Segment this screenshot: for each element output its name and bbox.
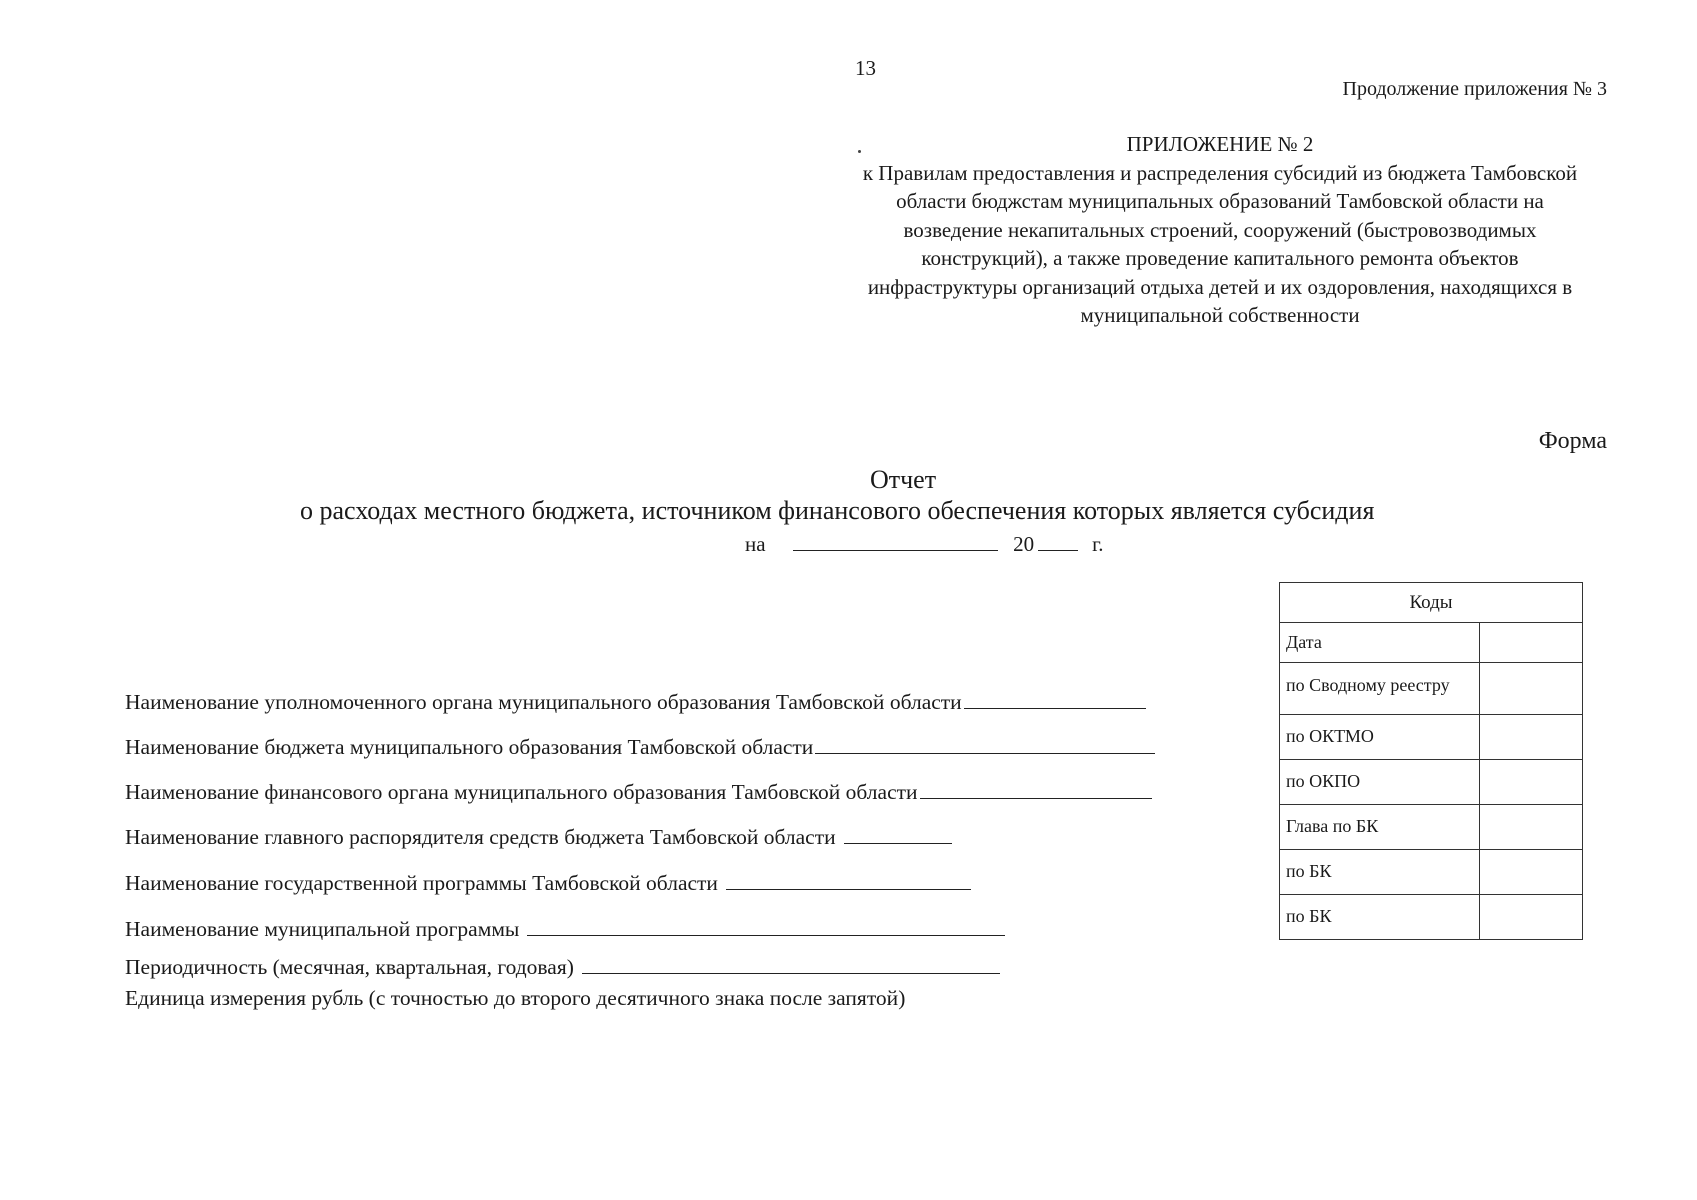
table-row — [1280, 715, 1583, 760]
field-budget-name — [125, 735, 1155, 760]
code-label: по БК — [1280, 850, 1480, 895]
field-authorized-body — [125, 690, 1146, 715]
code-label: Дата — [1280, 623, 1480, 663]
field-blank[interactable] — [726, 871, 971, 890]
appendix-line: конструкций), а также проведение капитального ремонта объектов — [921, 246, 1519, 270]
field-label: Наименование бюджета муниципального образования Тамбовской области — [125, 735, 814, 759]
field-label: Единица измерения рубль (с точностью до второго десятичного знака после запятой) — [125, 986, 906, 1010]
code-label: по БК — [1280, 895, 1480, 940]
report-title: Отчет — [869, 465, 937, 494]
code-value[interactable] — [1480, 663, 1583, 715]
date-prefix: на — [745, 532, 766, 556]
field-financial-body — [125, 780, 1152, 805]
code-label: по ОКТМО — [1280, 715, 1480, 760]
code-value[interactable] — [1480, 623, 1583, 663]
code-value[interactable] — [1480, 895, 1583, 940]
table-row — [1280, 760, 1583, 805]
appendix-line: к Правилам предоставления и распределения субсидий из бюджета Тамбовской — [862, 160, 1578, 185]
year-blank[interactable] — [1038, 532, 1078, 551]
field-blank[interactable] — [582, 955, 1000, 974]
field-blank[interactable] — [920, 780, 1152, 799]
date-year-prefix: 20 — [1013, 532, 1035, 556]
code-label: по Сводному реестру — [1280, 663, 1480, 715]
field-blank[interactable] — [815, 735, 1155, 754]
field-label: Наименование государственной программы Тамбовской области — [125, 871, 718, 895]
codes-header: Коды — [1280, 583, 1583, 623]
field-periodicity — [125, 955, 1000, 980]
code-label: Глава по БК — [1280, 805, 1480, 850]
date-blank[interactable] — [793, 532, 998, 551]
code-value[interactable] — [1480, 850, 1583, 895]
field-label: Наименование уполномоченного органа муниципального образования Тамбовской области — [125, 690, 962, 714]
field-municipal-program — [125, 917, 1005, 942]
appendix-line: возведение некапитальных строений, сооружений (быстровозводимых — [903, 217, 1537, 242]
field-label: Периодичность (месячная, квартальная, годовая) — [125, 955, 574, 979]
appendix-title: ПРИЛОЖЕНИЕ № 2 — [1126, 132, 1314, 156]
code-value[interactable] — [1480, 715, 1583, 760]
appendix-line: инфраструктуры организаций отдыха детей и их оздоровления, находящихся в — [867, 274, 1573, 299]
table-row — [1280, 895, 1583, 940]
field-state-program — [125, 871, 971, 896]
field-unit — [125, 986, 905, 1011]
codes-table — [1279, 582, 1583, 940]
field-blank[interactable] — [527, 917, 1005, 936]
table-row — [1280, 850, 1583, 895]
field-blank[interactable] — [964, 690, 1146, 709]
table-row — [1280, 623, 1583, 663]
codes-header-row — [1280, 583, 1583, 623]
form-label: Форма — [1538, 428, 1607, 454]
field-chief-manager — [125, 825, 952, 850]
report-subtitle: о расходах местного бюджета, источником финансового обеспечения которых является субсидия — [300, 496, 1375, 525]
field-label: Наименование финансового органа муниципального образования Тамбовской области — [125, 780, 918, 804]
code-value[interactable] — [1480, 805, 1583, 850]
report-date-line — [745, 532, 1104, 557]
field-label: Наименование главного распорядителя средств бюджета Тамбовской области — [125, 825, 836, 849]
page-number: 13 — [855, 56, 876, 80]
appendix-header — [780, 130, 1660, 330]
appendix-line: муниципальной собственности — [1080, 303, 1360, 327]
code-value[interactable] — [1480, 760, 1583, 805]
table-row — [1280, 805, 1583, 850]
date-suffix: г. — [1092, 532, 1104, 556]
continuation-note: Продолжение приложения № 3 — [1342, 78, 1607, 100]
field-blank[interactable] — [844, 825, 952, 844]
field-label: Наименование муниципальной программы — [125, 917, 520, 941]
code-label: по ОКПО — [1280, 760, 1480, 805]
table-row — [1280, 663, 1583, 715]
appendix-line: области бюджстам муниципальных образований Тамбовской области на — [896, 189, 1544, 213]
